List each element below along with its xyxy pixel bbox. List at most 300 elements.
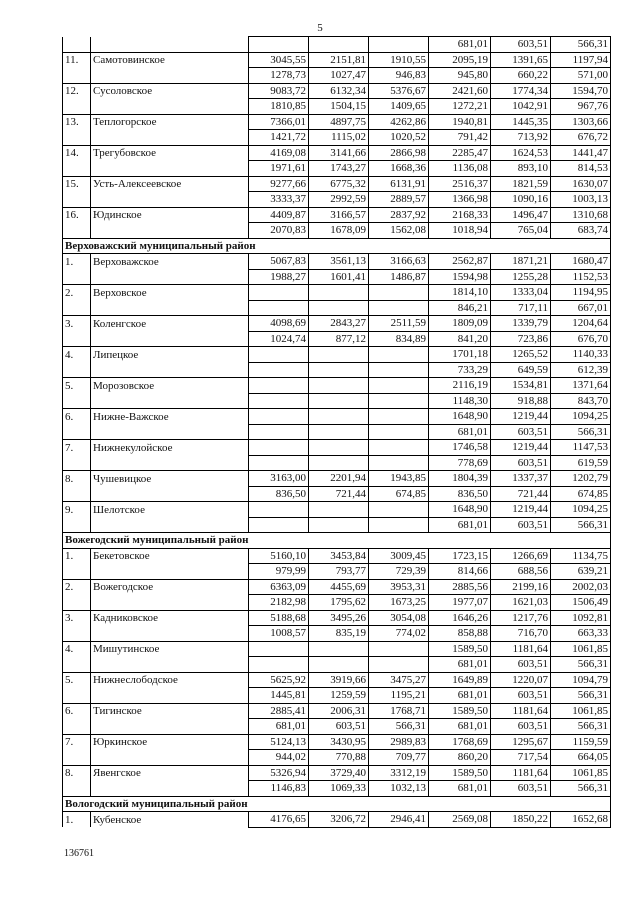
value-cell: 5160,10 (249, 548, 309, 564)
table-row (63, 595, 611, 611)
table-row (63, 114, 611, 130)
value-cell: 1743,27 (309, 161, 369, 177)
value-cell (369, 378, 429, 394)
value-cell: 1680,47 (551, 254, 611, 270)
value-cell: 681,01 (429, 37, 491, 53)
row-index: 3. (63, 610, 91, 626)
value-cell: 1701,18 (429, 347, 491, 363)
value-cell: 860,20 (429, 750, 491, 766)
value-cell: 681,01 (429, 424, 491, 440)
value-cell (309, 285, 369, 301)
value-cell: 1366,98 (429, 192, 491, 208)
settlement-name (91, 486, 249, 502)
value-cell (249, 409, 309, 425)
row-index: 7. (63, 440, 91, 456)
table-row (63, 719, 611, 735)
value-cell: 1136,08 (429, 161, 491, 177)
section-header-row (63, 796, 611, 812)
value-cell: 681,01 (429, 657, 491, 673)
row-index: 8. (63, 765, 91, 781)
settlement-name: Бекетовское (91, 548, 249, 564)
table-row (63, 765, 611, 781)
value-cell: 1910,55 (369, 52, 429, 68)
value-cell: 944,02 (249, 750, 309, 766)
table-row (63, 192, 611, 208)
value-cell: 9277,66 (249, 176, 309, 192)
value-cell: 2006,31 (309, 703, 369, 719)
settlement-name (91, 393, 249, 409)
value-cell: 2151,81 (309, 52, 369, 68)
table-row (63, 223, 611, 239)
settlement-name: Морозовское (91, 378, 249, 394)
value-cell (369, 502, 429, 518)
row-index: 11. (63, 52, 91, 68)
value-cell: 1148,30 (429, 393, 491, 409)
value-cell: 1504,15 (309, 99, 369, 115)
row-index (63, 455, 91, 471)
table-row (63, 424, 611, 440)
settlement-name (91, 331, 249, 347)
value-cell: 1337,37 (491, 471, 551, 487)
settlement-name (91, 192, 249, 208)
value-cell: 5124,13 (249, 734, 309, 750)
settlement-name: Трегубовское (91, 145, 249, 161)
settlement-name (91, 300, 249, 316)
value-cell: 841,20 (429, 331, 491, 347)
value-cell: 793,77 (309, 564, 369, 580)
value-cell (309, 424, 369, 440)
table-row (63, 130, 611, 146)
value-cell: 1265,52 (491, 347, 551, 363)
value-cell: 3561,13 (309, 254, 369, 270)
value-cell: 2889,57 (369, 192, 429, 208)
value-cell: 663,33 (551, 626, 611, 642)
value-cell: 1090,16 (491, 192, 551, 208)
table-row (63, 331, 611, 347)
settlement-name: Липецкое (91, 347, 249, 363)
table-row (63, 486, 611, 502)
value-cell: 791,42 (429, 130, 491, 146)
value-cell: 2116,19 (429, 378, 491, 394)
table-row (63, 145, 611, 161)
value-cell: 1220,07 (491, 672, 551, 688)
value-cell: 918,88 (491, 393, 551, 409)
table-row (63, 781, 611, 797)
value-cell: 1278,73 (249, 68, 309, 84)
value-cell: 2837,92 (369, 207, 429, 223)
value-cell: 612,39 (551, 362, 611, 378)
value-cell: 946,83 (369, 68, 429, 84)
value-cell: 967,76 (551, 99, 611, 115)
value-cell: 1441,47 (551, 145, 611, 161)
table-row (63, 316, 611, 332)
settlement-name (91, 688, 249, 704)
value-cell: 1943,85 (369, 471, 429, 487)
settlement-name (91, 269, 249, 285)
value-cell: 676,72 (551, 130, 611, 146)
row-index: 7. (63, 734, 91, 750)
value-cell: 4409,87 (249, 207, 309, 223)
table-row (63, 68, 611, 84)
row-index (63, 626, 91, 642)
value-cell: 1259,59 (309, 688, 369, 704)
table-row (63, 99, 611, 115)
value-cell: 603,51 (309, 719, 369, 735)
value-cell: 893,10 (491, 161, 551, 177)
value-cell: 688,56 (491, 564, 551, 580)
value-cell: 1589,50 (429, 703, 491, 719)
value-cell: 1042,91 (491, 99, 551, 115)
value-cell: 1303,66 (551, 114, 611, 130)
settlement-name: Кадниковское (91, 610, 249, 626)
settlement-name (91, 657, 249, 673)
settlement-name: Теплогорское (91, 114, 249, 130)
table-row (63, 641, 611, 657)
settlement-name (91, 719, 249, 735)
value-cell (249, 300, 309, 316)
value-cell: 1020,52 (369, 130, 429, 146)
value-cell: 674,85 (551, 486, 611, 502)
settlement-name: Самотовинское (91, 52, 249, 68)
settlement-name: Юдинское (91, 207, 249, 223)
table-row (63, 52, 611, 68)
value-cell (309, 455, 369, 471)
table-row (63, 269, 611, 285)
settlement-name (91, 626, 249, 642)
document-code: 136761 (64, 848, 94, 859)
value-cell: 1445,35 (491, 114, 551, 130)
value-cell: 4262,86 (369, 114, 429, 130)
row-index: 12. (63, 83, 91, 99)
page-number: 5 (317, 22, 323, 34)
row-index (63, 564, 91, 580)
value-cell: 1649,89 (429, 672, 491, 688)
value-cell: 1988,27 (249, 269, 309, 285)
value-cell: 1032,13 (369, 781, 429, 797)
value-cell: 770,88 (309, 750, 369, 766)
settlement-name: Верховажское (91, 254, 249, 270)
value-cell: 3166,57 (309, 207, 369, 223)
value-cell: 4098,69 (249, 316, 309, 332)
row-index (63, 486, 91, 502)
value-cell: 2168,33 (429, 207, 491, 223)
table-row (63, 517, 611, 533)
table-row (63, 750, 611, 766)
value-cell: 1977,07 (429, 595, 491, 611)
row-index: 13. (63, 114, 91, 130)
value-cell (249, 455, 309, 471)
value-cell (309, 37, 369, 53)
value-cell: 639,21 (551, 564, 611, 580)
value-cell: 603,51 (491, 688, 551, 704)
row-index: 9. (63, 502, 91, 518)
value-cell: 1648,90 (429, 502, 491, 518)
settlement-name: Мишутинское (91, 641, 249, 657)
value-cell: 3953,31 (369, 579, 429, 595)
value-cell: 814,53 (551, 161, 611, 177)
value-cell: 2562,87 (429, 254, 491, 270)
value-cell: 2989,83 (369, 734, 429, 750)
table-row (63, 548, 611, 564)
row-index (63, 223, 91, 239)
value-cell: 1094,25 (551, 502, 611, 518)
value-cell: 1589,50 (429, 641, 491, 657)
value-cell: 1134,75 (551, 548, 611, 564)
settlement-name (91, 37, 249, 53)
row-index (63, 781, 91, 797)
value-cell: 1181,64 (491, 703, 551, 719)
value-cell: 3333,37 (249, 192, 309, 208)
value-cell: 566,31 (551, 517, 611, 533)
table-row (63, 626, 611, 642)
value-cell: 1630,07 (551, 176, 611, 192)
value-cell (369, 393, 429, 409)
section-title: Вожегодский муниципальный район (63, 533, 611, 549)
value-cell (369, 285, 429, 301)
value-cell: 3166,63 (369, 254, 429, 270)
table-row (63, 83, 611, 99)
value-cell (369, 455, 429, 471)
value-cell: 1008,57 (249, 626, 309, 642)
value-cell (369, 517, 429, 533)
settlement-name (91, 455, 249, 471)
row-index (63, 595, 91, 611)
value-cell (309, 362, 369, 378)
value-cell: 814,66 (429, 564, 491, 580)
value-cell: 5067,83 (249, 254, 309, 270)
settlement-name: Шелотское (91, 502, 249, 518)
value-cell: 681,01 (429, 781, 491, 797)
value-cell: 649,59 (491, 362, 551, 378)
section-header-row (63, 533, 611, 549)
table-row (63, 393, 611, 409)
row-index: 4. (63, 641, 91, 657)
value-cell: 3430,95 (309, 734, 369, 750)
value-cell: 2095,19 (429, 52, 491, 68)
value-cell: 566,31 (551, 657, 611, 673)
settlement-name (91, 750, 249, 766)
value-cell: 1115,02 (309, 130, 369, 146)
value-cell: 1809,09 (429, 316, 491, 332)
row-index (63, 68, 91, 84)
value-cell: 834,89 (369, 331, 429, 347)
settlement-name: Тигинское (91, 703, 249, 719)
value-cell: 1971,61 (249, 161, 309, 177)
value-cell: 2199,16 (491, 579, 551, 595)
value-cell: 3312,19 (369, 765, 429, 781)
value-cell: 877,12 (309, 331, 369, 347)
value-cell: 1061,85 (551, 765, 611, 781)
value-cell: 1092,81 (551, 610, 611, 626)
table-row (63, 285, 611, 301)
value-cell (249, 657, 309, 673)
value-cell: 4897,75 (309, 114, 369, 130)
value-cell: 2992,59 (309, 192, 369, 208)
value-cell: 1152,53 (551, 269, 611, 285)
table-row (63, 37, 611, 53)
row-index: 14. (63, 145, 91, 161)
value-cell: 1140,33 (551, 347, 611, 363)
value-cell: 676,70 (551, 331, 611, 347)
value-cell: 6775,32 (309, 176, 369, 192)
value-cell: 1027,47 (309, 68, 369, 84)
value-cell (249, 641, 309, 657)
value-cell: 5376,67 (369, 83, 429, 99)
value-cell: 2516,37 (429, 176, 491, 192)
table-row (63, 300, 611, 316)
value-cell: 1371,64 (551, 378, 611, 394)
value-cell: 1621,03 (491, 595, 551, 611)
value-cell: 6131,91 (369, 176, 429, 192)
value-cell: 2866,98 (369, 145, 429, 161)
settlement-name: Нижнеслободское (91, 672, 249, 688)
value-cell: 1339,79 (491, 316, 551, 332)
value-cell: 1678,09 (309, 223, 369, 239)
value-cell: 721,44 (491, 486, 551, 502)
row-index (63, 688, 91, 704)
table-row (63, 207, 611, 223)
value-cell: 1094,25 (551, 409, 611, 425)
value-cell: 709,77 (369, 750, 429, 766)
value-cell: 660,22 (491, 68, 551, 84)
value-cell: 717,54 (491, 750, 551, 766)
value-cell: 1534,81 (491, 378, 551, 394)
value-cell: 1266,69 (491, 548, 551, 564)
value-cell: 1562,08 (369, 223, 429, 239)
value-cell: 3495,26 (309, 610, 369, 626)
value-cell: 1024,74 (249, 331, 309, 347)
settlement-name (91, 517, 249, 533)
value-cell: 681,01 (429, 517, 491, 533)
value-cell (309, 641, 369, 657)
value-cell (369, 362, 429, 378)
value-cell: 1219,44 (491, 409, 551, 425)
value-cell (309, 347, 369, 363)
value-cell: 1821,59 (491, 176, 551, 192)
value-cell: 4176,65 (249, 812, 309, 828)
value-cell: 2511,59 (369, 316, 429, 332)
row-index (63, 37, 91, 53)
value-cell: 603,51 (491, 37, 551, 53)
value-cell (249, 517, 309, 533)
value-cell: 716,70 (491, 626, 551, 642)
value-cell (369, 641, 429, 657)
value-cell: 1673,25 (369, 595, 429, 611)
value-cell: 681,01 (429, 719, 491, 735)
value-cell: 603,51 (491, 781, 551, 797)
value-cell: 5625,92 (249, 672, 309, 688)
settlement-name: Юркинское (91, 734, 249, 750)
row-index: 5. (63, 672, 91, 688)
value-cell (249, 362, 309, 378)
table-row (63, 455, 611, 471)
row-index (63, 362, 91, 378)
row-index (63, 657, 91, 673)
value-cell: 1295,67 (491, 734, 551, 750)
row-index (63, 424, 91, 440)
settlement-name (91, 130, 249, 146)
value-cell: 566,31 (551, 688, 611, 704)
value-cell: 1850,22 (491, 812, 551, 828)
value-cell: 1272,21 (429, 99, 491, 115)
table-row (63, 378, 611, 394)
table-row (63, 254, 611, 270)
value-cell: 1871,21 (491, 254, 551, 270)
value-cell: 1217,76 (491, 610, 551, 626)
value-cell: 603,51 (491, 517, 551, 533)
value-cell: 1197,94 (551, 52, 611, 68)
table-row (63, 610, 611, 626)
value-cell: 765,04 (491, 223, 551, 239)
row-index (63, 161, 91, 177)
value-cell: 1094,79 (551, 672, 611, 688)
value-cell: 2421,60 (429, 83, 491, 99)
table-row (63, 176, 611, 192)
value-cell (249, 37, 309, 53)
value-cell (309, 517, 369, 533)
row-index (63, 393, 91, 409)
value-cell: 2885,41 (249, 703, 309, 719)
settlement-name (91, 99, 249, 115)
value-cell: 1069,33 (309, 781, 369, 797)
value-cell: 603,51 (491, 719, 551, 735)
value-cell: 1147,53 (551, 440, 611, 456)
value-cell: 3009,45 (369, 548, 429, 564)
settlement-name: Кубенское (91, 812, 249, 828)
value-cell: 3729,40 (309, 765, 369, 781)
value-cell: 836,50 (249, 486, 309, 502)
table-row (63, 502, 611, 518)
value-cell: 3206,72 (309, 812, 369, 828)
value-cell: 3453,84 (309, 548, 369, 564)
value-cell (249, 347, 309, 363)
value-cell: 5326,94 (249, 765, 309, 781)
table-row (63, 564, 611, 580)
table-row (63, 579, 611, 595)
value-cell: 603,51 (491, 424, 551, 440)
settlement-name (91, 781, 249, 797)
tariff-table (62, 36, 611, 828)
row-index (63, 719, 91, 735)
value-cell: 774,02 (369, 626, 429, 642)
value-cell: 1652,68 (551, 812, 611, 828)
settlement-name (91, 161, 249, 177)
value-cell (309, 378, 369, 394)
value-cell: 1202,79 (551, 471, 611, 487)
table-row (63, 734, 611, 750)
value-cell: 979,99 (249, 564, 309, 580)
value-cell (369, 440, 429, 456)
settlement-name: Сусоловское (91, 83, 249, 99)
value-cell: 1624,53 (491, 145, 551, 161)
value-cell: 1804,39 (429, 471, 491, 487)
value-cell: 1506,49 (551, 595, 611, 611)
value-cell: 945,80 (429, 68, 491, 84)
value-cell: 619,59 (551, 455, 611, 471)
value-cell (249, 440, 309, 456)
table-row (63, 672, 611, 688)
value-cell (249, 378, 309, 394)
table-row (63, 161, 611, 177)
value-cell: 2070,83 (249, 223, 309, 239)
value-cell: 733,29 (429, 362, 491, 378)
value-cell: 566,31 (551, 37, 611, 53)
value-cell (309, 440, 369, 456)
value-cell: 1814,10 (429, 285, 491, 301)
value-cell: 1774,34 (491, 83, 551, 99)
row-index: 15. (63, 176, 91, 192)
table-row (63, 347, 611, 363)
